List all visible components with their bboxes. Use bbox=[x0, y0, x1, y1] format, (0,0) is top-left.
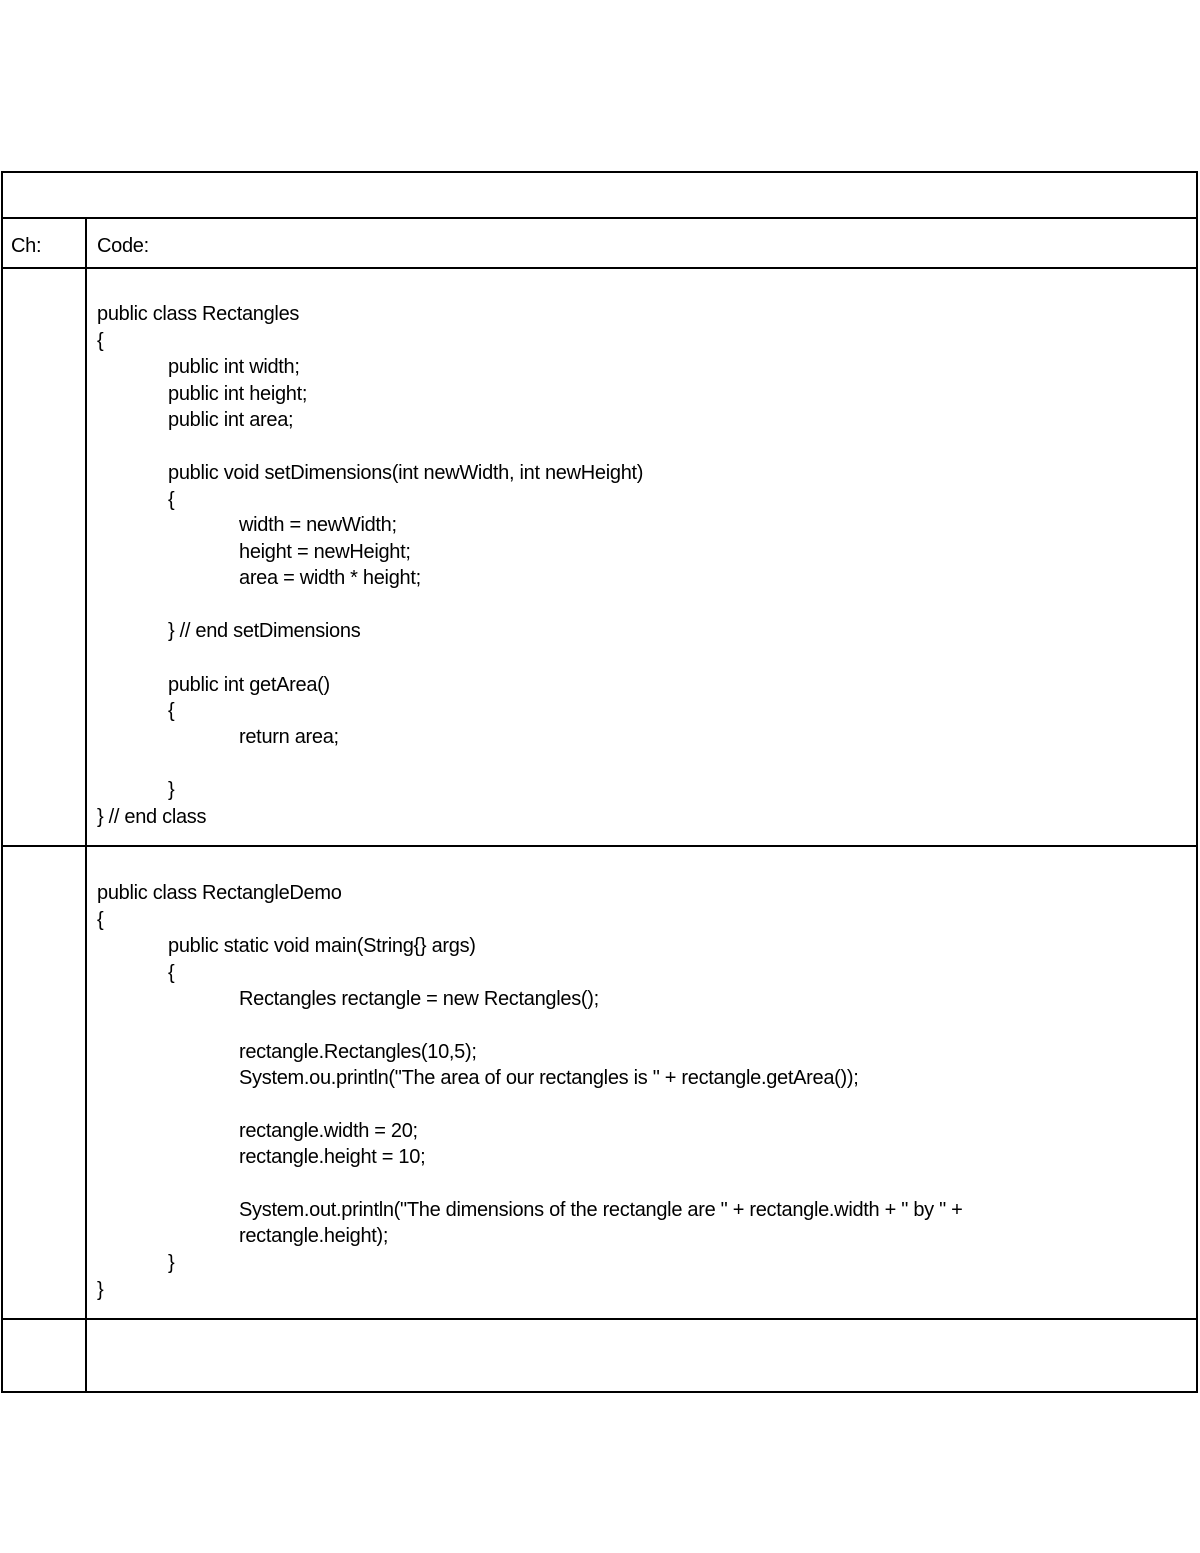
code-line: } bbox=[168, 1252, 175, 1274]
code-line: { bbox=[168, 962, 175, 984]
table-row bbox=[3, 847, 1196, 1320]
code-line: public class RectangleDemo bbox=[97, 882, 342, 904]
code-line: { bbox=[168, 489, 175, 511]
code-line: rectangle.height); bbox=[239, 1225, 389, 1247]
code-line: } bbox=[168, 779, 175, 801]
code-line: public void setDimensions(int newWidth, int newHeight) bbox=[168, 462, 644, 484]
code-line: public class Rectangles bbox=[97, 303, 300, 325]
table-title-row bbox=[3, 173, 1196, 219]
code-line: } // end class bbox=[97, 806, 207, 828]
code-line: } bbox=[97, 1279, 104, 1301]
code-line: { bbox=[97, 909, 104, 931]
code-line: public int area; bbox=[168, 409, 294, 431]
code-line: Rectangles rectangle = new Rectangles(); bbox=[239, 988, 599, 1010]
code-table bbox=[1, 171, 1198, 1393]
code-line: height = newHeight; bbox=[239, 541, 411, 563]
code-line: return area; bbox=[239, 726, 339, 748]
code-line: { bbox=[168, 700, 175, 722]
code-line: { bbox=[97, 330, 104, 352]
code-line: } // end setDimensions bbox=[168, 620, 361, 642]
code-line: rectangle.width = 20; bbox=[239, 1120, 418, 1142]
code-line: public static void main(String{} args) bbox=[168, 935, 476, 957]
table-header-row bbox=[3, 219, 1196, 269]
code-line: System.out.println("The dimensions of the rectangle are " + rectangle.width + " by " + bbox=[239, 1199, 963, 1221]
code-line: System.ou.println("The area of our rectangles is " + rectangle.getArea()); bbox=[239, 1067, 859, 1089]
code-line: public int getArea() bbox=[168, 674, 330, 696]
table-row bbox=[3, 269, 1196, 847]
code-line: area = width * height; bbox=[239, 567, 421, 589]
column-divider bbox=[85, 219, 87, 1391]
code-line: width = newWidth; bbox=[239, 514, 397, 536]
code-line: public int width; bbox=[168, 356, 300, 378]
code-line: rectangle.height = 10; bbox=[239, 1146, 426, 1168]
code-line: public int height; bbox=[168, 383, 308, 405]
table-row-empty bbox=[3, 1320, 1196, 1391]
code-line: rectangle.Rectangles(10,5); bbox=[239, 1041, 477, 1063]
code-column-header: Code: bbox=[97, 235, 149, 257]
ch-column-header: Ch: bbox=[11, 235, 42, 257]
